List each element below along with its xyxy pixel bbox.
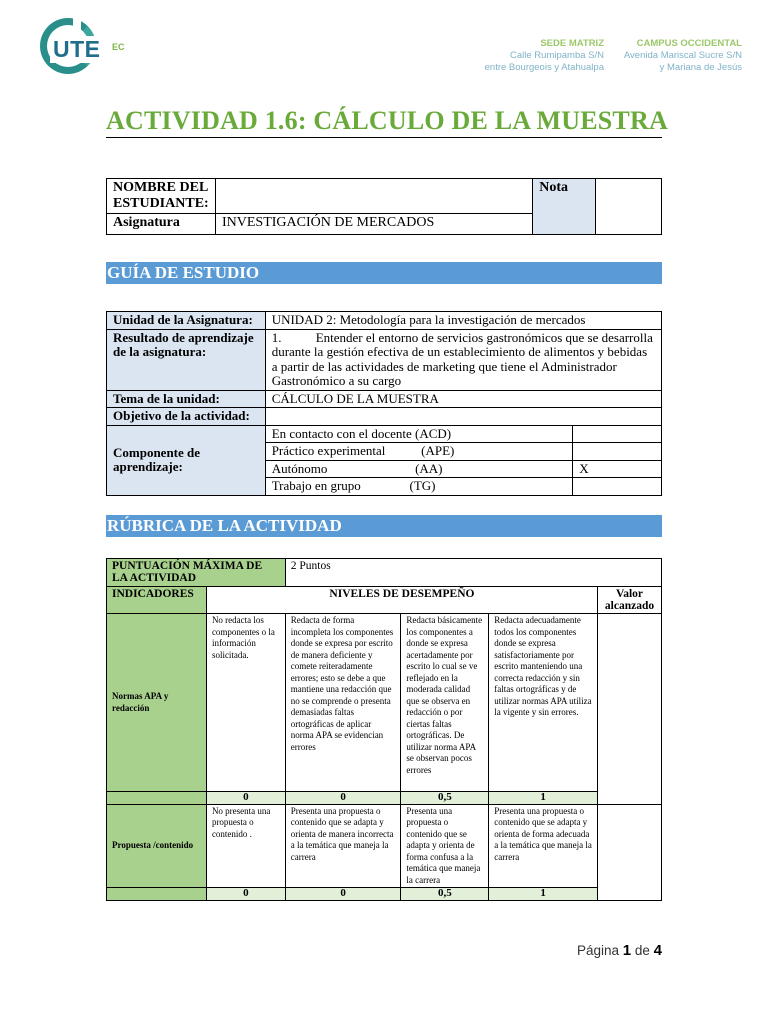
rubric-table [106, 558, 662, 901]
sede-line2: entre Bourgeois y Atahualpa [484, 62, 604, 73]
indicator-spacer [107, 792, 207, 805]
sede-title: SEDE MATRIZ [540, 38, 604, 49]
result-label: Resultado de aprendizaje de la asignatura: [107, 329, 266, 390]
level-description: Presenta una propuesta o contenido que se adapta y orienta de forma confusa a la temática que maneja la carrera [401, 804, 489, 888]
level-description: Redacta adecuadamente todos los componentes donde se expresa satisfactoriamente por escrito manteniendo una correcta redacción y sin faltas ortográficas y de utilizar normas APA utiliza la vigente y sin errores. [489, 614, 598, 792]
campus-title: CAMPUS OCCIDENTAL [636, 38, 742, 49]
component-mark[interactable] [573, 443, 662, 461]
component-mark[interactable] [573, 425, 662, 443]
max-score-value: 2 Puntos [285, 559, 661, 587]
guide-table [106, 311, 662, 496]
component-label: Componente de aprendizaje: [107, 425, 266, 495]
page-number [577, 942, 662, 959]
level-score: 0 [206, 888, 285, 901]
component-name: Práctico experimental (APE) [265, 443, 573, 461]
level-score: 1 [489, 792, 598, 805]
level-score: 0 [285, 792, 401, 805]
indicator-label: Propuesta /contenido [107, 804, 207, 888]
max-score-label: PUNTUACIÓN MÁXIMA DE LA ACTIVIDAD [107, 559, 286, 587]
student-name-field[interactable] [215, 179, 532, 214]
level-description: Redacta de forma incompleta los componentes donde se expresa por escrito de manera deficiente y comete reiteradamente errores; esto se debe a que mantiene una redacción que no se comprende o presenta demasiadas faltas ortográficas de aplicar norma APA se evidencian errores [285, 614, 401, 792]
student-table [106, 178, 662, 235]
logo-text: UTE [50, 36, 104, 63]
of-word: de [634, 943, 650, 958]
indicator-spacer [107, 888, 207, 901]
level-score: 0,5 [401, 792, 489, 805]
objective-label: Objetivo de la actividad: [107, 408, 266, 426]
indicators-header: INDICADORES [107, 587, 207, 614]
level-description: Presenta una propuesta o contenido que se adapta y orienta de manera incorrecta a la temática que maneja la carrera [285, 804, 401, 888]
level-score: 0 [206, 792, 285, 805]
guide-heading: GUÍA DE ESTUDIO [106, 262, 662, 284]
topic-value: CÁLCULO DE LA MUESTRA [265, 390, 661, 408]
campus-address [608, 38, 742, 74]
sede-line1: Calle Rumipamba S/N [510, 50, 604, 61]
level-score: 0 [285, 888, 401, 901]
result-value: Entender el entorno de servicios gastronómicos que se desarrolla durante la gestión efectiva de un establecimiento de alimentos y bebidas a partir de las actividades de marketing que tiene el Administrador Gastronómico a su cargo [271, 329, 653, 388]
component-mark[interactable]: X [573, 460, 662, 478]
unit-value: UNIDAD 2: Metodología para la investigación de mercados [265, 312, 661, 330]
campus-line1: Avenida Mariscal Sucre S/N [623, 50, 742, 61]
nota-label: Nota [533, 179, 596, 235]
indicator-label: Normas APA y redacción [107, 614, 207, 792]
page-total: 4 [653, 942, 662, 959]
component-mark[interactable] [573, 478, 662, 496]
value-header: Valor alcanzado [597, 587, 661, 614]
value-achieved-cell[interactable] [597, 614, 661, 805]
component-name: Autónomo (AA) [265, 460, 573, 478]
page-title: ACTIVIDAD 1.6: CÁLCULO DE LA MUESTRA [106, 106, 668, 135]
level-description: No redacta los componentes o la información solicitada. [206, 614, 285, 792]
level-score: 0,5 [401, 888, 489, 901]
component-name: Trabajo en grupo (TG) [265, 478, 573, 496]
sede-address [470, 38, 604, 74]
rubric-heading: RÚBRICA DE LA ACTIVIDAD [106, 515, 662, 537]
subject-label: Asignatura [107, 214, 216, 235]
result-cell [265, 329, 661, 390]
value-achieved-cell[interactable] [597, 804, 661, 900]
topic-label: Tema de la unidad: [107, 390, 266, 408]
title-underline [106, 137, 662, 138]
campus-line2: y Mariana de Jesús [659, 62, 742, 73]
objective-value[interactable] [265, 408, 661, 426]
nota-field[interactable] [596, 179, 662, 235]
level-description: Redacta básicamente los componentes a donde se expresa acertadamente por escrito lo cual se ve reflejado en la moderada calidad que se observa en redacción o por ciertas faltas ortográficas. De utilizar norma APA se observan pocos errores [401, 614, 489, 792]
page-word: Página [576, 943, 619, 958]
result-number: 1. [271, 329, 282, 345]
component-name: En contacto con el docente (ACD) [265, 425, 573, 443]
level-description: Presenta una propuesta o contenido que se adapta y orienta de forma adecuada a la temática que maneja la carrera [489, 804, 598, 888]
student-name-label: NOMBRE DEL ESTUDIANTE: [107, 179, 216, 214]
level-description: No presenta una propuesta o contenido . [206, 804, 285, 888]
page-current: 1 [622, 942, 632, 959]
logo-suffix: EC [112, 42, 125, 52]
subject-value: INVESTIGACIÓN DE MERCADOS [215, 214, 532, 235]
levels-header: NIVELES DE DESEMPEÑO [206, 587, 597, 614]
unit-label: Unidad de la Asignatura: [107, 312, 266, 330]
level-score: 1 [489, 888, 598, 901]
